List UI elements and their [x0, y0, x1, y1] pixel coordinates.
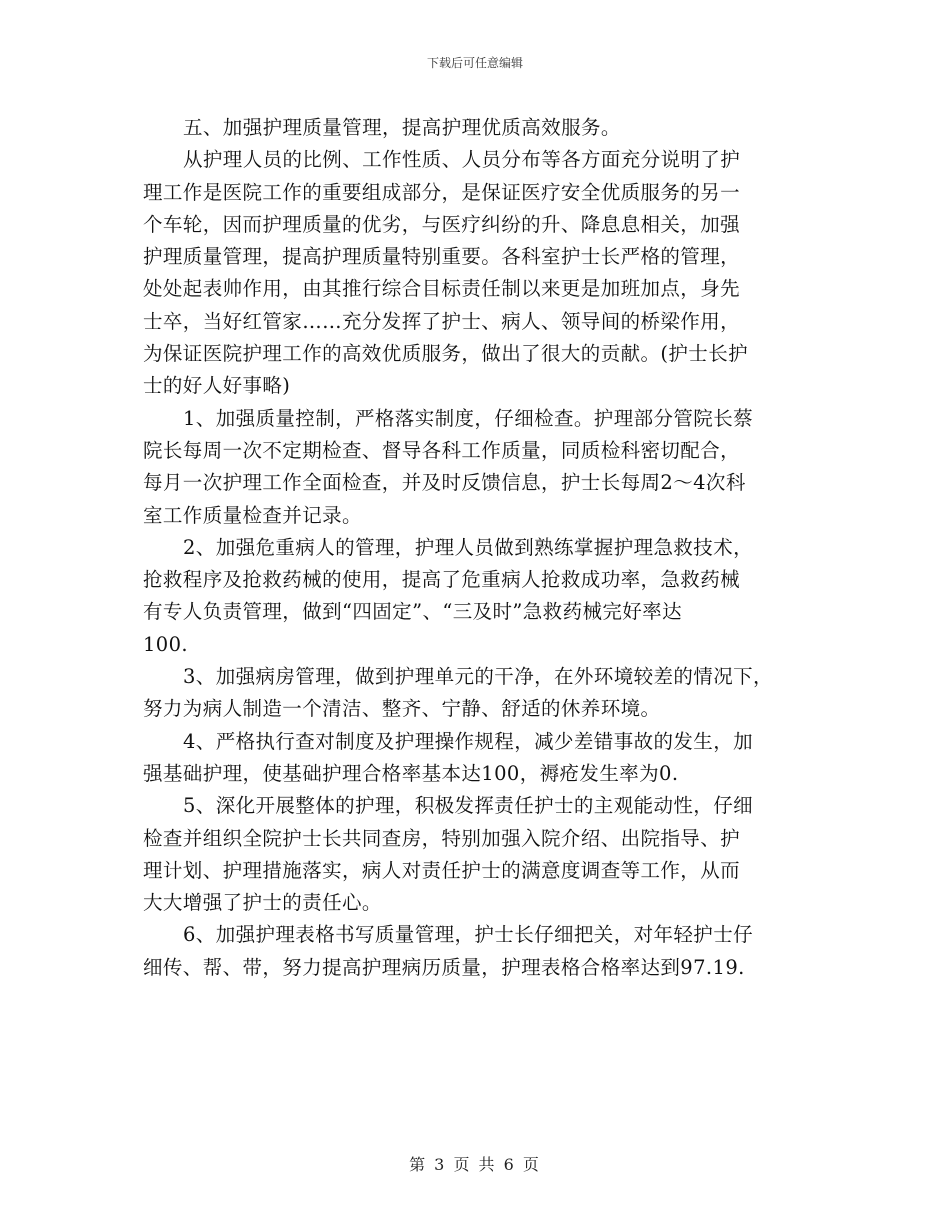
text-line: 从护理人员的比例、工作性质、人员分布等各方面充分说明了护 — [183, 148, 741, 172]
text-line: 100. — [143, 632, 189, 656]
text-line: 强基础护理，使基础护理合格率基本达100，褥疮发生率为0. — [143, 761, 679, 785]
text-line: 护理质量管理，提高护理质量特别重要。各科室护士长严格的管理， — [143, 245, 741, 269]
text-line: 检查并组织全院护士长共同查房，特别加强入院介绍、出院指导、护 — [143, 826, 741, 850]
text-line: 6、加强护理表格书写质量管理，护士长仔细把关，对年轻护士仔 — [183, 923, 754, 947]
text-line: 理计划、护理措施落实，病人对责任护士的满意度调查等工作，从而 — [143, 858, 741, 882]
text-line: 室工作质量检查并记录。 — [143, 503, 362, 527]
text-line: 有专人负责管理，做到“四固定”、“三及时”急救药械完好率达 — [143, 600, 682, 624]
text-line: 3、加强病房管理，做到护理单元的干净，在外环境较差的情况下， — [183, 665, 773, 689]
text-line: 个车轮，因而护理质量的优劣，与医疗纠纷的升、降息息相关，加强 — [143, 212, 741, 236]
text-line: 士的好人好事略) — [143, 374, 291, 398]
text-line: 士卒，当好红管家……充分发挥了护士、病人、领导间的桥梁作用， — [143, 309, 741, 333]
text-line: 每月一次护理工作全面检查，并及时反馈信息，护士长每周2～4次科 — [143, 471, 746, 495]
text-line: 处处起表帅作用，由其推行综合目标责任制以来更是加班加点，身先 — [143, 277, 741, 301]
text-line: 4、严格执行查对制度及护理操作规程，减少差错事故的发生，加 — [183, 729, 754, 753]
text-line: 院长每周一次不定期检查、督导各科工作质量，同质检科密切配合， — [143, 438, 741, 462]
text-line: 五、加强护理质量管理，提高护理优质高效服务。 — [183, 116, 621, 139]
text-line: 1、加强质量控制，严格落实制度，仔细检查。护理部分管院长蔡 — [183, 406, 754, 430]
text-line: 大大增强了护士的责任心。 — [143, 891, 382, 915]
text-line: 抢救程序及抢救药械的使用，提高了危重病人抢救成功率，急救药械 — [143, 568, 741, 592]
text-line: 为保证医院护理工作的高效优质服务，做出了很大的贡献。(护士长护 — [143, 342, 749, 366]
page-footer: 第 3 页 共 6 页 — [409, 1155, 541, 1174]
text-line: 细传、帮、带，努力提高护理病历质量，护理表格合格率达到97.19. — [143, 955, 745, 979]
text-line: 2、加强危重病人的管理，护理人员做到熟练掌握护理急救技术， — [183, 535, 754, 559]
document-body — [143, 112, 833, 984]
text-line: 理工作是医院工作的重要组成部分，是保证医疗安全优质服务的另一 — [143, 180, 741, 204]
text-line: 努力为病人制造一个清洁、整齐、宁静、舒适的休养环境。 — [143, 697, 661, 721]
text-line: 5、深化开展整体的护理，积极发挥责任护士的主观能动性，仔细 — [183, 794, 754, 818]
page-header: 下载后可任意编辑 — [426, 56, 523, 70]
